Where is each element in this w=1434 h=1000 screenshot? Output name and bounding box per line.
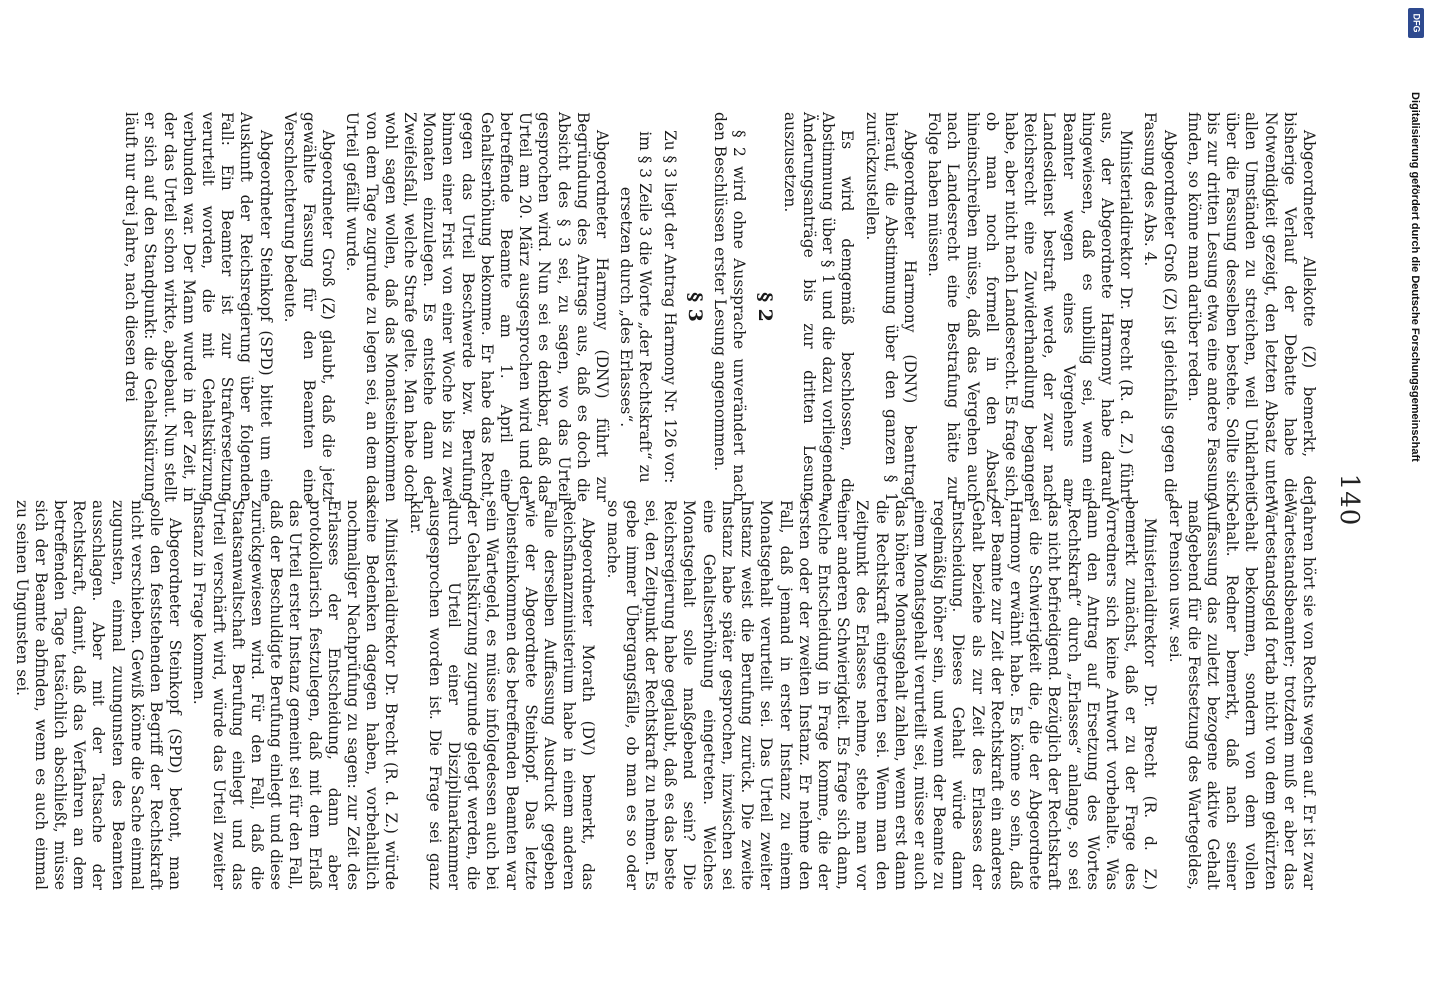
paragraph-harmony-2: Abgeordneter Harmony (DNV) führt zur Begründung des Antrags aus, daß es doch die Absicht des § 3 sei, zu sagen, wo das Urteil gesprochen wird. Nun sei es denkbar, daß das Urteil am 20. März ausgesprochen wird und der betreffende Beamte am 1. April eine Gehaltserhöhung bekomme. Er habe das Recht, gegen das Urteil Beschwerde bzw. Berufung binnen einer Frist von einer Woche bis zu zwei Monaten einzulegen. Es entstehe dann der Zweifelsfall, welche Strafe gelte. Man habe doch wohl sagen wollen, daß das Monatseinkommen von dem Tage zugrunde zu legen sei, an dem das Urteil gefällt wurde. [343,112,612,502]
paragraph-allekotte: Abgeordneter Allekotte (Z) bemerkt, der bisherige Verlauf der Debatte habe die Notwendigkeit gezeigt, den letzten Absatz unter allen Umständen zu streichen, weil Unklarheit über die Fassung desselben bestehe. Sollte sich bis zur dritten Lesung etwa eine andere Fassung finden, so könne man darüber reden. [1184,112,1318,502]
paragraph-steinkopf-2: Abgeordneter Steinkopf (SPD) betont, man solle den feststehenden Begriff der Rechtskraft nicht verschieben. Gewiß könne die Sache einmal zugunsten, einmal zuungunsten des Beamten ausschlagen. Aber mit der Tatsache der Rechtskraft, damit, daß das Verfahren an dem betreffenden Tage tatsächlich abschließt, müsse sich der Beamte abfinden, wenn es auch einmal zu seinen Ungunsten sei. [12,500,185,890]
paragraph-brecht-3: Ministerialdirektor Dr. Brecht (R. d. Z.) würde keine Bedenken dagegen haben, vorbehaltlich nochmaliger Nachprüfung zu sagen: zur Zeit des Erlasses der Entscheidung, dann aber protokollarisch festzulegen, daß mit dem Erlaß das Urteil erster Instanz gemeint sei für den Fall, daß der Beschuldigte Berufung einlegt und diese zurückgewiesen wird. Für den Fall, daß die Staatsanwaltschaft Berufung einlegt und das Urteil verschärft wird, würde das Urteil zweiter Instanz in Frage kommen. [190,500,401,890]
paragraph-continuation: Jahren hört sie von Rechts wegen auf. Er ist zwar Wartestandsbeamter; trotzdem muß er aber das Wartestandsgeld fortab nicht von dem gekürzten Gehalt bekommen, sondern von dem vollen Gehalt. Redner bemerkt, daß nach seiner Auffassung das zuletzt bezogene aktive Gehalt maßgebend für die Festsetzung des Wartegeldes, der Pension usw. sei. [1165,500,1318,890]
paragraph-amendment-text: im § 3 Zeile 3 die Worte „der Rechtskraft“ zu ersetzen durch „des Erlasses“. [617,131,655,483]
left-text-column [116,112,1318,502]
paragraph-harmony-1: Abgeordneter Harmony (DNV) beantragt hierauf, die Abstimmung über den ganzen § 1 zurückzustellen. [862,112,919,502]
digitization-credit: Digitalisierung gefördert durch die Deutsche Forschungsgemeinschaft [1409,92,1421,462]
dfg-logo-text: DFG [1411,13,1421,33]
paragraph-section-3-intro: Zu § 3 liegt der Antrag Harmony Nr. 126 vor: [660,130,679,484]
paragraph-steinkopf-1: Abgeordneter Steinkopf (SPD) bittet um eine Auskunft der Reichsregierung über folgenden Fall: Ein Beamter ist zur Strafversetzung verurteilt worden, die mit Gehaltskürzung verbunden war. Der Mann wurde in der Zeit, in der das Urteil schon wirkte, abgebaut. Nun stellt er sich auf den Standpunkt: die Gehaltskürzung läuft nur drei Jahre, nach diesen drei [122,112,275,502]
section-heading-2: § 2 [753,292,776,322]
paragraph-section-2: § 2 wird ohne Aussprache unverändert nach den Beschlüssen erster Lesung angenommen. [711,112,749,502]
page-number: 140 [1334,473,1364,527]
dfg-logo-icon [1408,8,1424,38]
paragraph-brecht-2: Ministerialdirektor Dr. Brecht (R. d. Z.) bemerkt zunächst, daß er zu der Frage des Vorredners sich keine Antwort vorbehalte. Was dann den Antrag auf Ersetzung des Wortes „Rechtskraft“ durch „Erlasses“ anlange, so sei das nicht befriedigend. Bezüglich der Rechtskraft sei die Schwierigkeit die, die der Abgeordnete Harmony erwähnt habe. Es könne so sein, daß der Beamte zur Zeit der Rechtskraft ein anderes Gehalt beziehe als zur Zeit des Erlasses der Entscheidung. Dieses Gehalt würde dann regelmäßig höher sein, und wenn der Beamte zu einem Monatsgehalt verurteilt sei, müsse er auch das höhere Monatsgehalt zahlen, wenn erst dann die Rechtskraft eingetreten sei. Wenn man den Zeitpunkt des Erlasses nehme, stehe man vor einer anderen Schwierigkeit. Es frage sich dann, welche Entscheidung in Frage komme, die der ersten oder der zweiten Instanz. Er nehme den Fall, daß jemand in erster Instanz zu einem Monatsgehalt verurteilt sei. Das Urteil zweiter Instanz weist die Berufung zurück. Die zweite Instanz habe später gesprochen, inzwischen sei eine Gehaltserhöhung eingetreten. Welches Monatsgehalt solle maßgebend sein? Die Reichsregierung habe geglaubt, daß es das beste sei, den Zeitpunkt der Rechtskraft zu nehmen. Es gebe immer Übergangsfälle, ob man es so oder so mache. [603,500,1160,890]
paragraph-brecht-1: Ministerialdirektor Dr. Brecht (R. d. Z.) führt aus, der Abgeordnete Harmony habe darauf hingewiesen, daß es unbillig sei, wenn ein Beamter wegen eines Vergehens am Landesdienst bestraft werde, der zwar nach Reichsrecht eine Zuwiderhandlung begangen habe, aber nicht nach Landesrecht. Es frage sich, ob man noch formell in den Absatz hineinschreiben müsse, daß das Vergehen auch nach Landesrecht eine Bestrafung hätte zur Folge haben müssen. [925,112,1136,502]
dfg-sidebar [1394,0,1434,1000]
paragraph-morath: Abgeordneter Morath (DV) bemerkt, das Reichsfinanzministerium habe in einem anderen Falle derselben Auffassung Ausdruck gegeben wie der Abgeordnete Steinkopf. Das letzte Diensteinkommen des betreffenden Beamten war sein Wartegeld, es müsse infolgedessen auch bei der Gehaltskürzung zugrunde gelegt werden, die durch Urteil einer Disziplinarkammer ausgesprochen worden ist. Die Frage sei ganz klar. [406,500,598,890]
paragraph-gross-2: Abgeordneter Groß (Z) glaubt, daß die jetzt gewählte Fassung für den Beamten eine Verschlechterung bedeute. [280,112,338,502]
section-heading-3: § 3 [683,292,706,322]
paragraph-gross-1: Abgeordneter Groß (Z) ist gleichfalls gegen die Fassung des Abs. 4. [1141,112,1179,502]
paragraph-decision-1: Es wird demgemäß beschlossen, die Abstimmung über § 1 und die dazu vorliegenden Änderungsanträge bis zur dritten Lesung auszusetzen. [780,112,857,502]
right-text-column [6,500,1318,890]
